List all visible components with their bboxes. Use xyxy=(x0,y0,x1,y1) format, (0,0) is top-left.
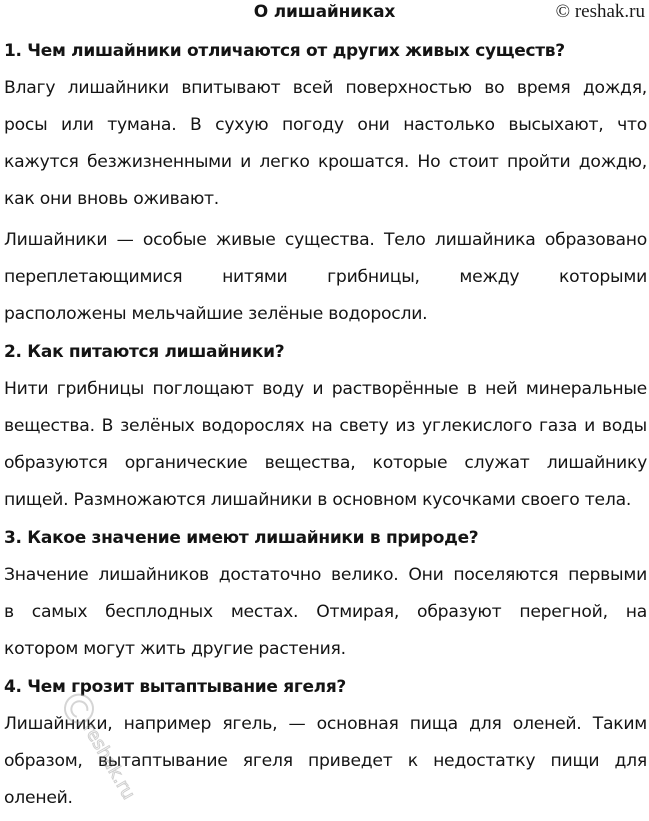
page-title: О лишайниках xyxy=(253,2,396,22)
text-line: Лишайники — особые живые существа. Тело лишайника образовано xyxy=(4,230,647,250)
text-line: росы или тумана. В сухую погоду они настолько высыхают, что xyxy=(4,115,647,135)
text-line: оленей. xyxy=(4,788,73,808)
text-line: котором могут жить другие растения. xyxy=(4,639,346,659)
paragraph xyxy=(4,222,647,333)
text-line: вещества. В зелёных водорослях на свету из углекислого газа и воды xyxy=(4,416,647,436)
paragraph xyxy=(4,557,647,668)
text-line: Нити грибницы поглощают воду и растворённые в ней минеральные xyxy=(4,379,647,399)
text-line: кажутся безжизненными и легко крошатся. Но стоит пройти дождю, xyxy=(4,152,647,172)
text-line: Влагу лишайники впитывают всей поверхностью во время дождя, xyxy=(4,78,647,98)
paragraph xyxy=(4,371,647,519)
section-heading: 3. Какое значение имеют лишайники в природе? xyxy=(4,528,479,548)
text-line: расположены мельчайшие зелёные водоросли. xyxy=(4,304,428,324)
text-line: Лишайники, например ягель, — основная пища для оленей. Таким xyxy=(4,714,647,734)
section-heading: 4. Чем грозит вытаптывание ягеля? xyxy=(4,677,346,697)
paragraph xyxy=(4,70,647,218)
copyright-label: © reshak.ru xyxy=(555,1,645,22)
text-line: в самых бесплодных местах. Отмирая, образуют перегной, на xyxy=(4,602,647,622)
section-2 xyxy=(4,337,647,519)
section-3 xyxy=(4,523,647,668)
paragraph xyxy=(4,706,647,817)
section-heading: 1. Чем лишайники отличаются от других живых существ? xyxy=(4,41,565,61)
section-heading: 2. Как питаются лишайники? xyxy=(4,342,285,362)
document-body xyxy=(4,36,647,821)
section-4 xyxy=(4,672,647,817)
text-line: как они вновь оживают. xyxy=(4,189,220,209)
svg-text:reshak.ru: reshak.ru xyxy=(78,719,140,800)
text-line: Значение лишайников достаточно велико. Они поселяются первыми xyxy=(4,565,647,585)
text-line: образуются органические вещества, которые служат лишайнику xyxy=(4,453,647,473)
text-line: пищей. Размножаются лишайники в основном кусочками своего тела. xyxy=(4,490,632,510)
text-line: образом, вытаптывание ягеля приведет к недостатку пищи для xyxy=(4,751,647,771)
section-1 xyxy=(4,36,647,333)
text-line: переплетающимися нитями грибницы, между которыми xyxy=(4,267,647,287)
